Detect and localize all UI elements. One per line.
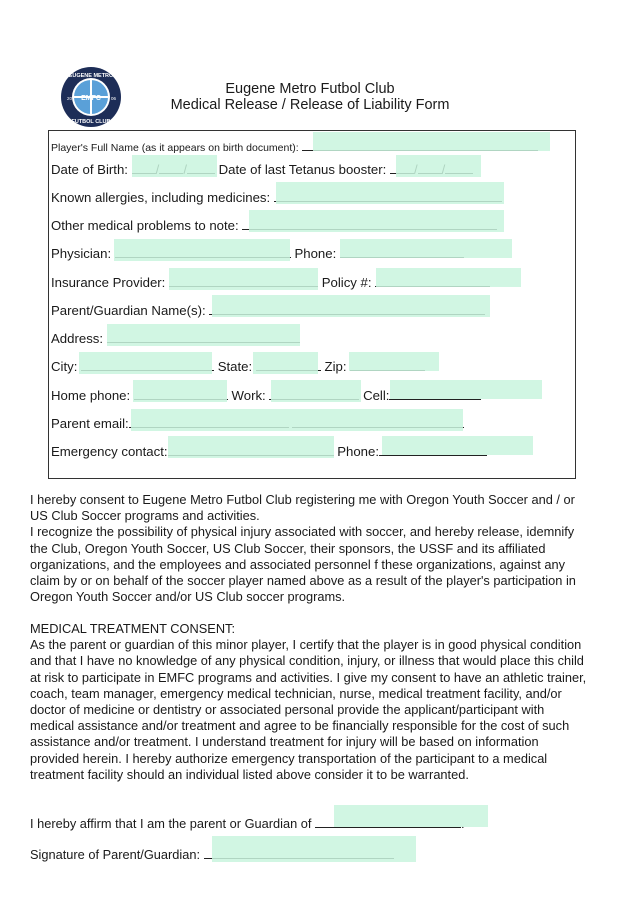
other-medical-label: Other medical problems to note: — [51, 218, 239, 233]
allergies-field[interactable] — [276, 182, 504, 204]
consent-paragraph-1: I hereby consent to Eugene Metro Futbol Club registering me with Oregon Youth Soccer and / or US Club Soccer programs and activities. — [30, 492, 575, 524]
affirm-label: I hereby affirm that I am the parent or Guardian of — [30, 816, 312, 831]
consent-paragraph-2: I recognize the possibility of physical injury associated with soccer, and hereby release, idemnify the Club, Oregon Youth Soccer, US Club Soccer, their sponsors, the USSF and its affiliated organizations, and the employees and associated personnel f these organizations, against any claim by or on behalf of the soccer player named above as a result of the player's participation in Oregon Youth Soccer and/or US Club soccer programs. — [30, 524, 576, 605]
logo-top-text: EUGENE METRO — [68, 73, 114, 79]
cell-label: Cell: — [363, 388, 390, 403]
zip-label: Zip: — [324, 359, 347, 374]
emergency-phone-field[interactable] — [382, 436, 533, 455]
work-label: Work: — [231, 388, 266, 403]
state-label: State: — [217, 359, 253, 374]
insurance-label: Insurance Provider: — [51, 275, 166, 290]
logo-bottom-text: FUTBOL CLUB — [71, 119, 111, 125]
medical-heading: MEDICAL TREATMENT CONSENT: — [30, 621, 236, 636]
home-phone-label: Home phone: — [51, 388, 131, 403]
policy-field[interactable] — [376, 268, 521, 287]
emergency-label: Emergency contact: — [51, 444, 168, 459]
address-label: Address: — [51, 331, 104, 346]
club-logo — [60, 66, 122, 128]
logo-year-right: 06 — [111, 96, 117, 101]
physician-field[interactable] — [114, 239, 290, 261]
dob-label: Date of Birth: — [51, 162, 128, 177]
work-phone-field[interactable] — [271, 380, 361, 402]
logo-letters: EMFC — [81, 95, 101, 102]
home-phone-field[interactable] — [133, 380, 227, 402]
affirm-row — [30, 816, 590, 832]
form-title — [160, 81, 460, 113]
physician-phone-field[interactable] — [340, 239, 512, 258]
emergency-phone-label: Phone: — [337, 444, 380, 459]
zip-field[interactable] — [349, 352, 439, 371]
physician-phone-label: Phone: — [294, 246, 337, 261]
logo-year-left: 20 — [67, 96, 73, 101]
tetanus-label: Date of last Tetanus booster: — [218, 162, 387, 177]
medical-consent — [30, 621, 590, 783]
medical-body: As the parent or guardian of this minor player, I certify that the player is in good physical condition and that I have no knowledge of any physical condition, injury, or illness that would place this child at risk to participate in EMFC programs and activities. I give my consent to have an athletic trainer, coach, team manager, emergency medical technician, nurse, medical treatment facility, and/or doctor of medicine or dentistry or associated personal provide the applicant/participant with medical assistance and/or treatment and agree to be financially responsible for the cost of such assistance and/or treatment. I understand treatment for injury will be based on information provided herein. I hereby authorize emergency transportation of the participant to a medical treatment facility should an individual listed above consider it to be warranted. — [30, 637, 587, 782]
signature-field[interactable] — [212, 836, 416, 862]
other-medical-field[interactable] — [249, 210, 504, 232]
insurance-field[interactable] — [169, 268, 318, 290]
consent-text — [30, 492, 590, 605]
title-line-1: Eugene Metro Futbol Club — [225, 81, 395, 97]
title-line-2: Medical Release / Release of Liability Form — [170, 97, 450, 113]
policy-label: Policy #: — [321, 275, 372, 290]
player-name-field[interactable] — [313, 132, 550, 151]
city-label: City: — [51, 359, 78, 374]
player-name-label: Player's Full Name (as it appears on birth document): — [51, 142, 299, 154]
parent-names-field[interactable] — [212, 295, 490, 317]
address-field[interactable] — [107, 324, 300, 346]
state-field[interactable] — [253, 352, 318, 374]
cell-phone-field[interactable] — [390, 380, 542, 399]
physician-label: Physician: — [51, 246, 112, 261]
parent-names-label: Parent/Guardian Name(s): — [51, 303, 206, 318]
parent-email-field[interactable] — [131, 409, 463, 431]
signature-label: Signature of Parent/Guardian: — [30, 847, 201, 862]
parent-email-label: Parent email: — [51, 416, 129, 431]
tetanus-field[interactable] — [396, 155, 481, 177]
emergency-contact-field[interactable] — [168, 436, 334, 458]
allergies-label: Known allergies, including medicines: — [51, 190, 271, 205]
city-field[interactable] — [79, 352, 212, 374]
dob-field[interactable] — [132, 155, 217, 177]
affirm-player-field[interactable] — [334, 805, 488, 827]
